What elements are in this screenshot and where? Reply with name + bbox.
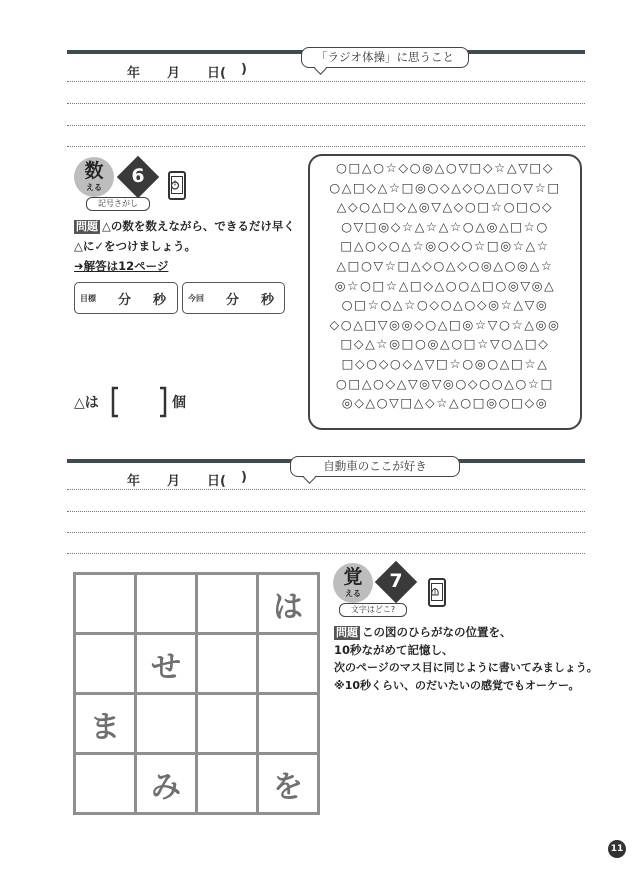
answer-reference: ➜解答は12ページ [74, 259, 169, 273]
question-label: 問題 [76, 220, 98, 233]
section2-topic: 自動車のここが好き [323, 459, 427, 473]
grid-cell: せ [136, 634, 197, 694]
section1-topic: 「ラジオ体操」に思うこと [316, 50, 454, 64]
grid-cell [197, 634, 258, 694]
exercise6-question: 問題 △の数を数えながら、できるだけ早く △に✓をつけましょう。 ➜解答は12ページ [74, 219, 295, 273]
grid-cell [75, 574, 136, 634]
grid-cell: み [136, 754, 197, 814]
grid-cell [197, 574, 258, 634]
section1-write-line-2[interactable] [67, 103, 585, 104]
section1-write-line-1[interactable] [67, 81, 585, 82]
question-label: 問題 [336, 626, 358, 639]
section2-date: 年 月 日( ) [127, 470, 247, 489]
triangle-count-answer[interactable]: △は 個 [74, 386, 194, 416]
symbol-row[interactable]: ◎☆○□☆△□◇△○○△□○◎▽◎△ [334, 277, 556, 293]
exercise6-subtitle: 記号さがし [86, 197, 150, 211]
section2-write-line-1[interactable] [67, 489, 585, 490]
symbol-row[interactable]: □△○◇○△☆◎○◇○☆□◎☆△☆ [340, 238, 550, 254]
grid-cell [136, 574, 197, 634]
current-time-box[interactable]: 今回 分 秒 [182, 282, 285, 314]
section2-write-line-3[interactable] [67, 532, 585, 533]
section1-topic-bubble [301, 47, 469, 68]
grid-row [75, 634, 319, 694]
grid-cell [197, 754, 258, 814]
exercise7-category-badge: 覚 える [333, 563, 373, 603]
section2-write-line-4[interactable] [67, 553, 585, 554]
grid-row [75, 754, 319, 814]
stopwatch-phone-icon [168, 171, 186, 200]
symbol-row[interactable]: ◇○△□▽◎◎◇○△□◎☆▽○☆△◎◎ [329, 316, 561, 332]
symbol-row[interactable]: ○□△○☆◇○◎△○▽□◇☆△▽□◇ [335, 160, 555, 175]
grid-cell [258, 634, 319, 694]
grid-cell [197, 694, 258, 754]
exercise6-number: 6 [131, 165, 145, 187]
section1-write-line-4[interactable] [67, 146, 585, 147]
grid-cell [75, 754, 136, 814]
exercise7-subtitle: 文字はどこ? [339, 603, 407, 617]
page-number: 11 [608, 840, 626, 858]
symbol-row[interactable]: ○□△○◇△▽◎▽◎○◇○○△○☆□ [335, 375, 555, 391]
section1-date: 年 月 日( ) [127, 62, 247, 81]
target-time-box[interactable]: 目標 分 秒 [74, 282, 178, 314]
grid-cell: は [258, 574, 319, 634]
grid-row [75, 694, 319, 754]
grid-cell: を [258, 754, 319, 814]
section2-topic-bubble [290, 456, 460, 477]
section1-write-line-3[interactable] [67, 125, 585, 126]
symbol-row[interactable]: □◇○◇○◇△▽□☆○◎○△□☆△ [341, 356, 549, 371]
symbol-search-panel[interactable] [308, 154, 582, 430]
grid-cell [258, 694, 319, 754]
symbol-row[interactable]: △◇○△□◇△◎▽△◇○□☆○□○◇ [336, 199, 554, 215]
grid-cell [75, 634, 136, 694]
symbol-row[interactable]: ○△□◇△☆□◎○◇△◇○△□○▽☆□ [329, 179, 561, 195]
symbol-row[interactable]: ○□☆○△☆○◇○△○◇◎☆△▽◎ [341, 297, 549, 313]
answer-bracket [110, 386, 168, 418]
symbol-row[interactable]: ○▽□◎◇☆△☆△☆○△◎△□☆○ [341, 218, 549, 234]
brain-phone-icon [428, 578, 446, 607]
exercise7-number: 7 [389, 570, 403, 592]
section2-write-line-2[interactable] [67, 511, 585, 512]
grid-cell [136, 694, 197, 754]
grid-row [75, 574, 319, 634]
exercise7-question: 問題 この図のひらがなの位置を、 10秒ながめて記憶し、 次のページのマス目に同じように書いてみましょう。 ※10秒くらい、のだいたいの感覚でもオーケー。 [334, 625, 598, 692]
exercise6-category-badge: 数 える [74, 157, 114, 197]
symbol-row[interactable]: □◇△☆◎□○◎△○□☆▽○△□◇ [340, 336, 550, 352]
hiragana-grid [73, 572, 320, 815]
grid-cell: ま [75, 694, 136, 754]
symbol-row[interactable]: △□○▽☆□△◇○△◇○◎△○◎△☆ [336, 258, 554, 273]
symbol-row[interactable]: ◎◇△○▽□△◇☆△○□◎○□◇◎ [341, 395, 549, 411]
